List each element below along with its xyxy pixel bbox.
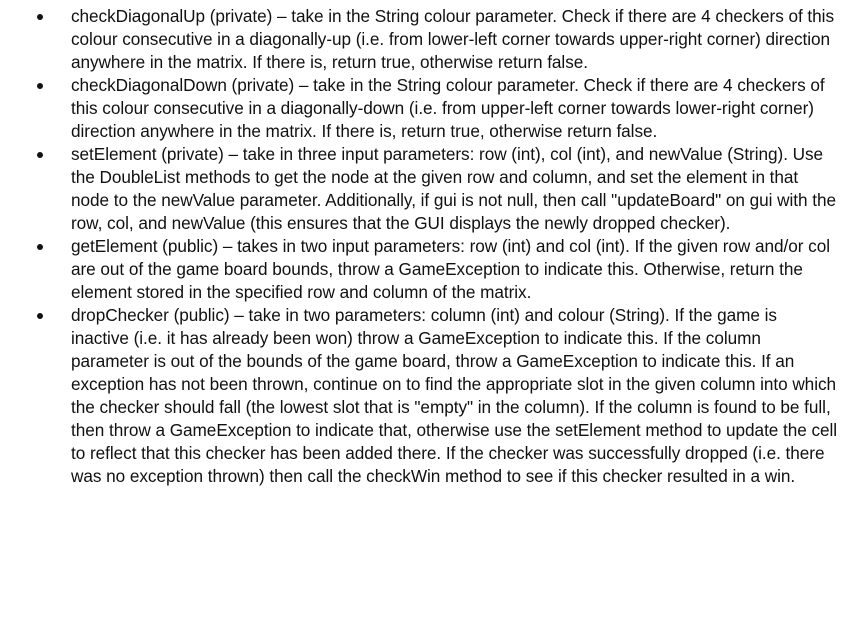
bullet-icon bbox=[37, 313, 43, 319]
bullet-icon bbox=[37, 244, 43, 250]
list-item-text: checkDiagonalUp (private) – take in the String colour parameter. Check if there are 4 checkers of this colour consecutive in a diagonally-up (i.e. from lower-left corner towards upper-right corner) direction anywhere in the matrix. If there is, return true, otherwise return false. bbox=[71, 6, 834, 72]
list-item-get-element bbox=[0, 235, 853, 304]
list-item-text: checkDiagonalDown (private) – take in the String colour parameter. Check if there are 4 checkers of this colour consecutive in a diagonally-down (i.e. from upper-left corner towards lower-right corner) direction anywhere in the matrix. If there is, return true, otherwise return false. bbox=[71, 75, 825, 141]
document-body bbox=[0, 5, 853, 488]
bullet-icon bbox=[37, 14, 43, 20]
list-item-drop-checker bbox=[0, 304, 853, 488]
list-item-check-diagonal-up bbox=[0, 5, 853, 74]
list-item-check-diagonal-down bbox=[0, 74, 853, 143]
bullet-icon bbox=[37, 83, 43, 89]
list-item-text: getElement (public) – takes in two input parameters: row (int) and col (int). If the given row and/or col are out of the game board bounds, throw a GameException to indicate this. Otherwise, return the element stored in the specified row and column of the matrix. bbox=[71, 236, 830, 302]
method-description-list bbox=[0, 5, 853, 488]
list-item-set-element bbox=[0, 143, 853, 235]
list-item-text: setElement (private) – take in three input parameters: row (int), col (int), and newValue (String). Use the DoubleList methods to get the node at the given row and column, and set the element in that node to the newValue parameter. Additionally, if gui is not null, then call "updateBoard" on gui with the row, col, and newValue (this ensures that the GUI displays the newly dropped checker). bbox=[71, 144, 836, 233]
bullet-icon bbox=[37, 152, 43, 158]
list-item-text: dropChecker (public) – take in two parameters: column (int) and colour (String). If the game is inactive (i.e. it has already been won) throw a GameException to indicate this. If the column parameter is out of the bounds of the game board, throw a GameException to indicate this. If an exception has not been thrown, continue on to find the appropriate slot in the given column into which the checker should fall (the lowest slot that is "empty" in the column). If the column is found to be full, then throw a GameException to indicate that, otherwise use the setElement method to update the cell to reflect that this checker has been added there. If the checker was successfully dropped (i.e. there was no exception thrown) then call the checkWin method to see if this checker resulted in a win. bbox=[71, 305, 838, 486]
